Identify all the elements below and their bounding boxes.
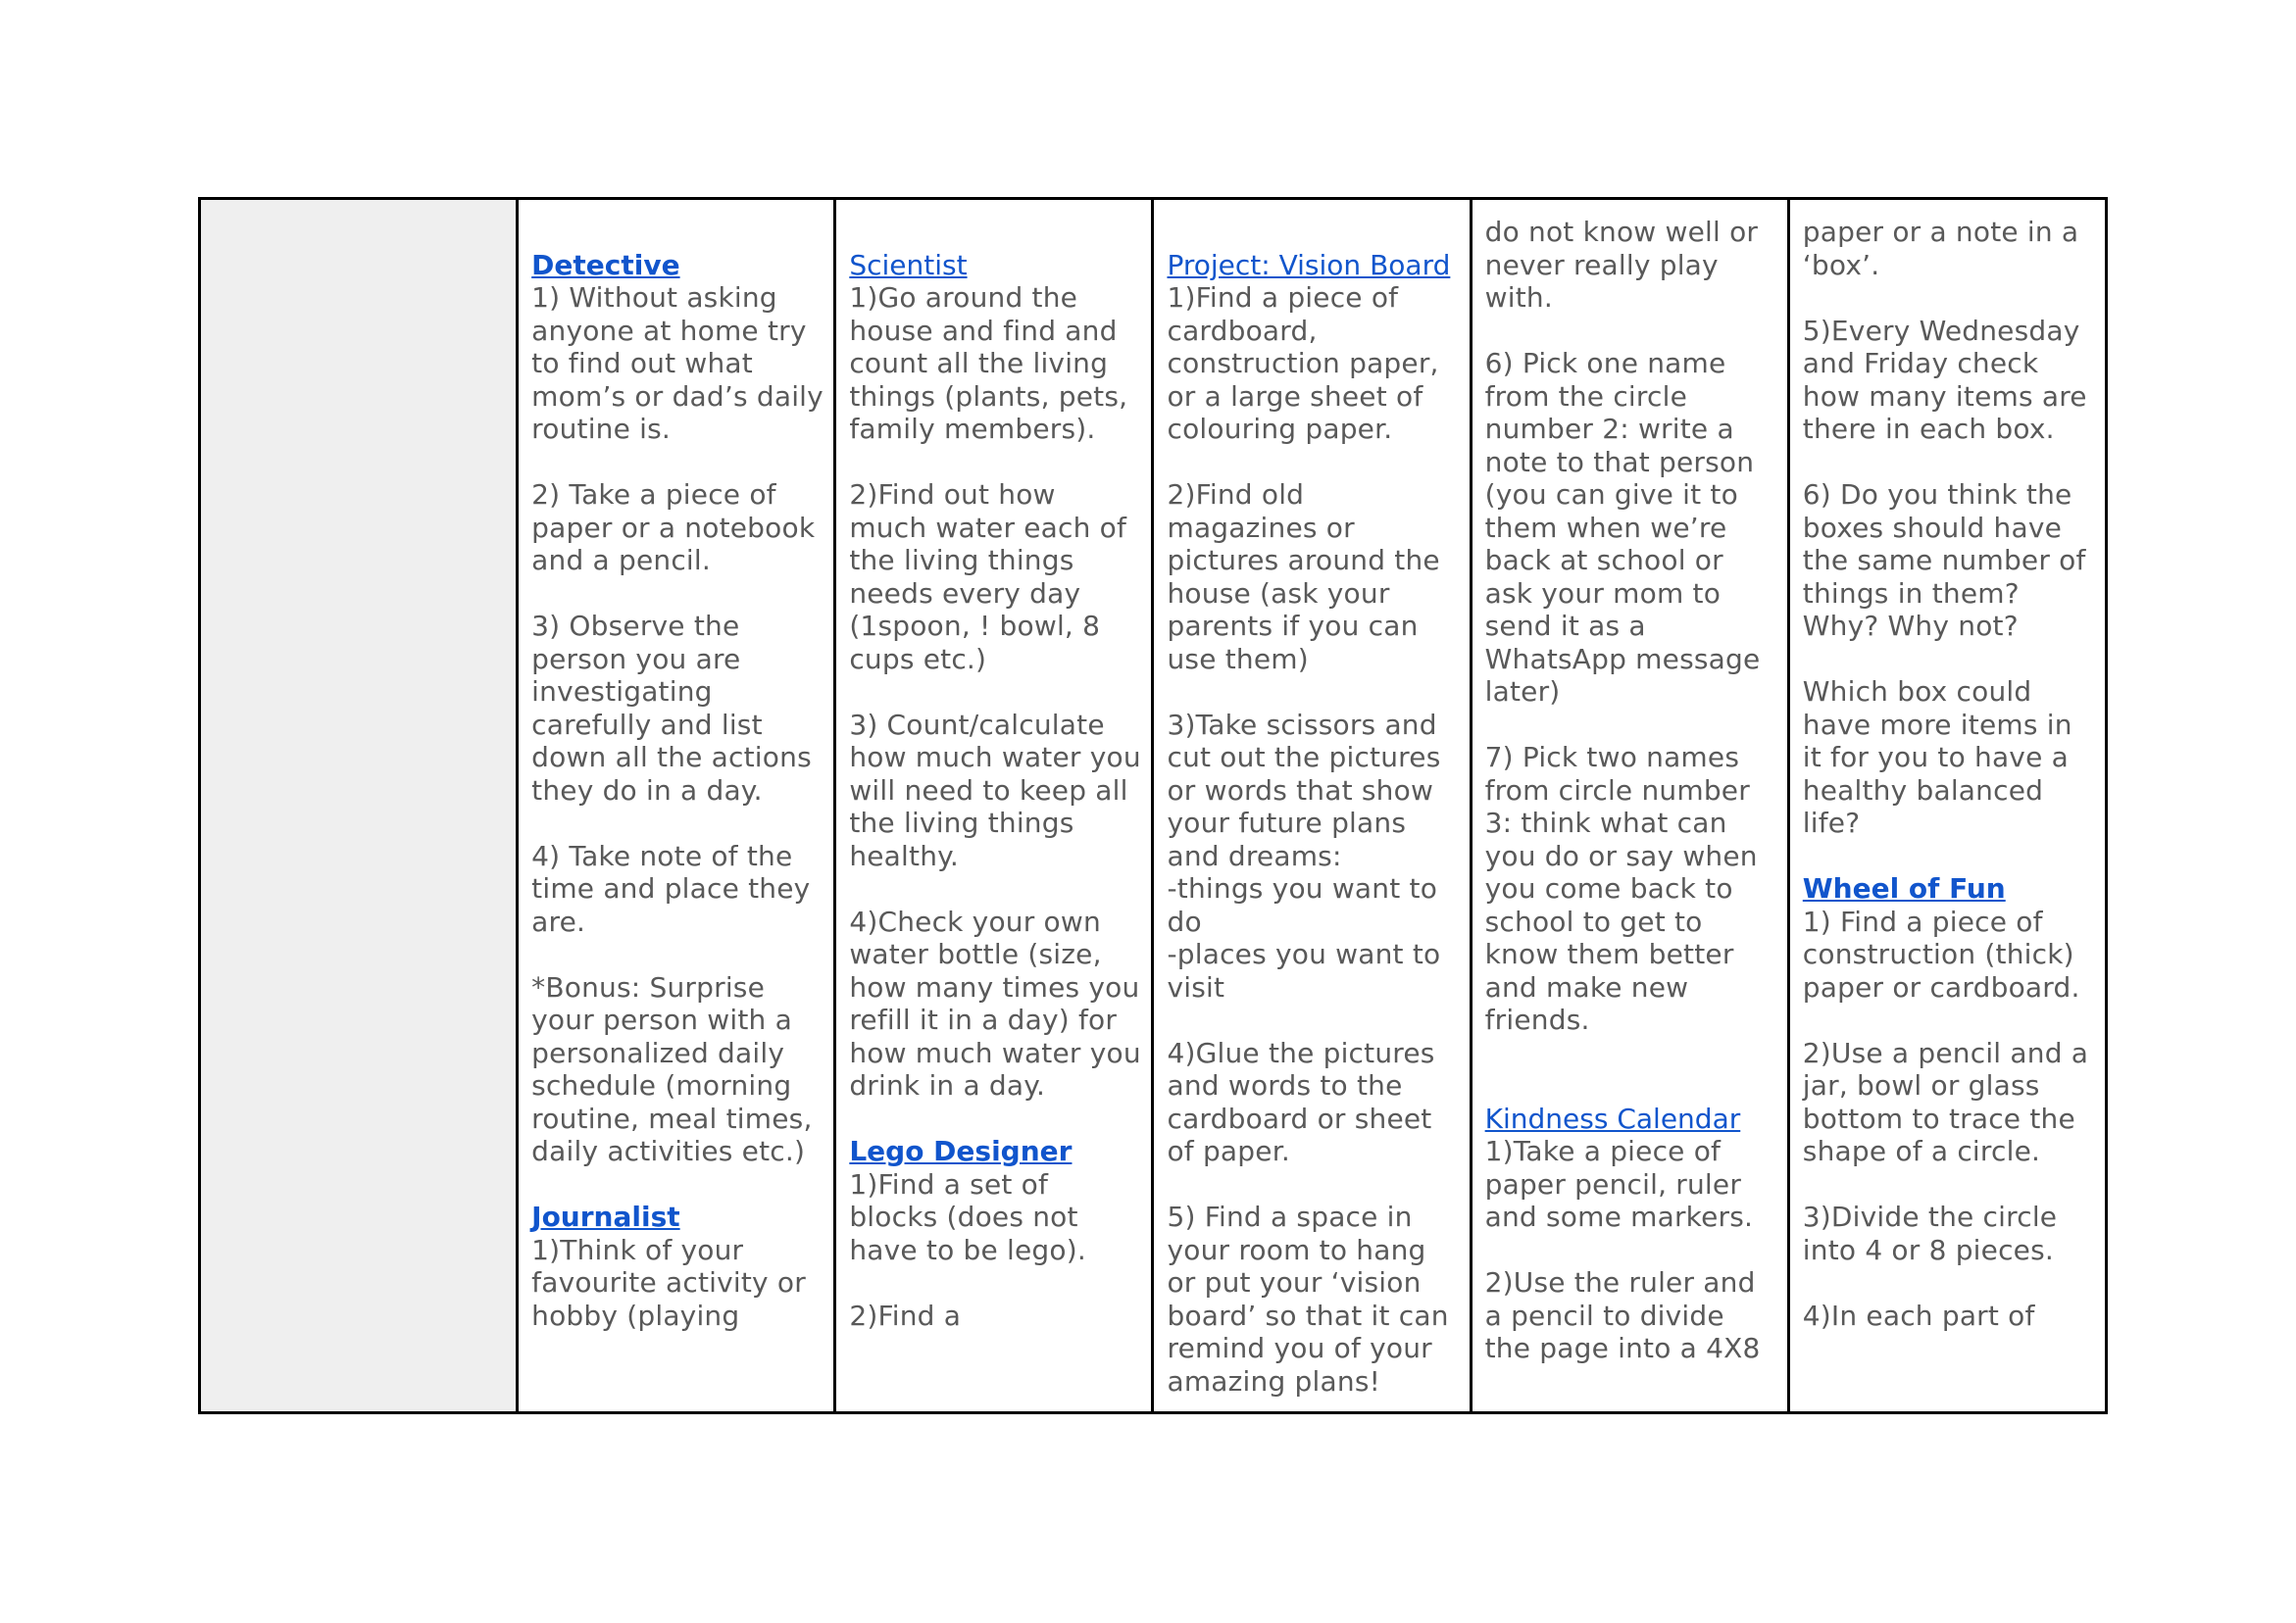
activity-title-kindness-calendar[interactable]: Kindness Calendar (1484, 1102, 1741, 1135)
activity-text-continued-boxes: paper or a note in a ‘box’. 5)Every Wednesday and Friday check how many items are there in each box. 6) Do you think the boxes should have the same number of things in them? Why? Why not? Which box could have more items in it for you to have a healthy balanced life? (1802, 216, 2087, 839)
activity-text-scientist: 1)Go around the house and find and count all the living things (plants, pets, family members). 2)Find out how much water each of the living things needs every day (1spoon, ! bowl, 8 cups etc.) 3) Count/calculate how much water you will need to keep all the living things healthy. 4)Check your own water bottle (size, how many times you refill it in a day) for how much water you drink in a day. (849, 281, 1141, 1102)
activity-table (198, 197, 2108, 1414)
activity-text-journalist: 1)Think of your favourite activity or hobby (playing (531, 1233, 816, 1332)
activity-text-lego-designer: 1)Find a set of blocks (does not have to be lego). 2)Find a (849, 1167, 1086, 1332)
activity-column-1 (518, 199, 835, 1413)
activity-title-wheel-of-fun[interactable]: Wheel of Fun (1802, 872, 2006, 905)
activity-text-vision-board: 1)Find a piece of cardboard, construction paper, or a large sheet of colouring paper. 2)Find old magazines or pictures around the house (ask your parents if you can use them) 3)Take scissors and cut out the pictures or words that show your future plans and dreams: -things you want to do -places you want to visit 4)Glue the pictures and words to the cardboard or sheet of paper. 5) Find a space in your room to hang or put your ‘vision board’ so that it can remind you of your amazing plans! (1167, 281, 1449, 1398)
activity-column-3 (1153, 199, 1471, 1413)
activity-title-detective[interactable]: Detective (531, 248, 680, 281)
activity-text-kindness-calendar: 1)Take a piece of paper pencil, ruler and some markers. 2)Use the ruler and a pencil to divide the page into a 4X8 (1484, 1135, 1761, 1364)
activity-text-continued: do not know well or never really play with. 6) Pick one name from the circle number 2: write a note to that person (you can give it to them when we’re back at school or ask your mom to send it as a WhatsApp message later) 7) Pick two names from circle number 3: think what can you do or say when you come back to school to get to know them better and make new friends. (1484, 216, 1761, 1036)
row-label-cell (200, 199, 518, 1413)
activity-title-journalist[interactable]: Journalist (531, 1201, 680, 1233)
activity-title-scientist[interactable]: Scientist (849, 248, 968, 281)
activity-text-wheel-of-fun: 1) Find a piece of construction (thick) paper or cardboard. 2)Use a pencil and a jar, bowl or glass bottom to trace the shape of a circle. 3)Divide the circle into 4 or 8 pieces. 4)In each part of (1802, 905, 2089, 1332)
activity-text-detective: 1) Without asking anyone at home try to find out what mom’s or dad’s daily routine is. 2) Take a piece of paper or a notebook and a pencil. 3) Observe the person you are investigating carefully and list down all the actions they do in a day. 4) Take note of the time and place they are. *Bonus: Surprise your person with a personalized daily schedule (morning routine, meal times, daily activities etc.) (531, 281, 824, 1167)
activity-column-5 (1788, 199, 2106, 1413)
activity-title-lego-designer[interactable]: Lego Designer (849, 1135, 1073, 1167)
activity-title-vision-board[interactable]: Project: Vision Board (1167, 248, 1451, 281)
activity-column-2 (835, 199, 1153, 1413)
activity-column-4 (1471, 199, 1788, 1413)
table-row (200, 199, 2107, 1413)
